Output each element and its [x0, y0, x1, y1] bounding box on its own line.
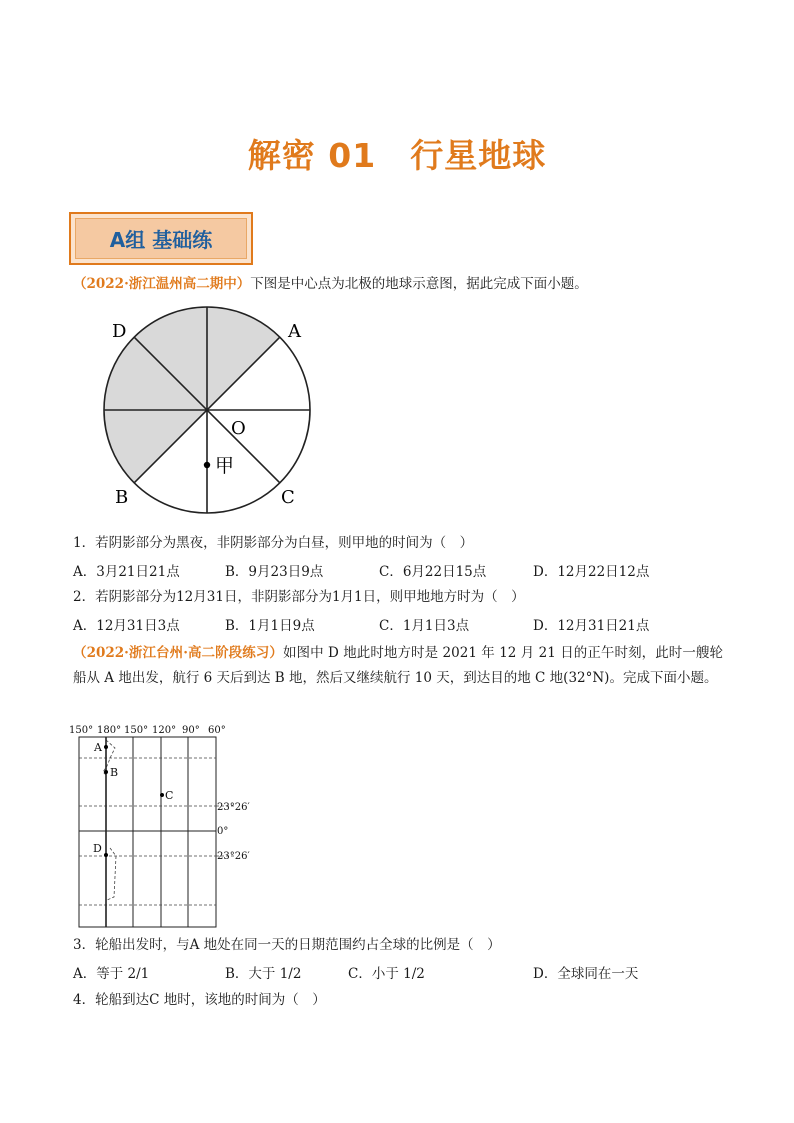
lat-label: 0° [217, 826, 229, 837]
intro-1-source: （2022·浙江温州高二期中） [73, 276, 251, 292]
intro-2-text: 如图中 D 地此时地方时是 2021 年 12 月 21 日的正午时刻，此时一艘轮船从 A 地出发，航行 6 天后到达 B 地，然后又继续航行 10 天，到达目的地 C 地(32°N)。完成下面小题。 [73, 645, 723, 686]
point-d [104, 853, 108, 857]
lon-label: 150° [124, 725, 149, 736]
question-3-stem: 3．轮船出发时，与A 地处在同一天的日期范围约占全球的比例是（ ） [73, 937, 501, 953]
q3-option-b[interactable]: B．大于 1/2 [225, 966, 302, 982]
question-2-options [73, 614, 733, 634]
intro-1-text: 下图是中心点为北极的地球示意图，据此完成下面小题。 [250, 276, 588, 292]
lat-label: 23°26′ [217, 802, 250, 813]
grid-frame [79, 737, 216, 927]
intro-2-source: （2022·浙江台州·高二阶段练习） [73, 645, 283, 661]
q1-option-a[interactable]: A．3月21日21点 [73, 564, 180, 580]
lon-label: 120° [152, 725, 177, 736]
grid-map-figure [66, 722, 266, 932]
label-o: O [231, 418, 246, 439]
q3-option-a[interactable]: A．等于 2/1 [73, 966, 150, 982]
point-c [160, 793, 164, 797]
label-b: B [110, 766, 119, 779]
point-jia [204, 462, 210, 468]
label-a: A [288, 321, 301, 342]
q2-option-d[interactable]: D．12月31日21点 [533, 618, 650, 634]
label-jia: 甲 [215, 455, 235, 477]
q2-option-b[interactable]: B．1月1日9点 [225, 618, 315, 634]
label-d: D [112, 321, 127, 342]
polar-view-figure [90, 300, 330, 520]
q1-option-b[interactable]: B．9月23日9点 [225, 564, 324, 580]
shaded-sector [207, 307, 280, 410]
intro-2 [73, 641, 723, 691]
question-1-options [73, 560, 733, 580]
label-c: C [281, 487, 295, 508]
label-a: A [94, 741, 102, 754]
group-label: A组 基础练 [109, 228, 213, 252]
q3-option-c[interactable]: C．小于 1/2 [348, 966, 425, 982]
point-b [104, 770, 108, 774]
question-1-stem: 1．若阴影部分为黑夜，非阴影部分为白昼，则甲地的时间为（ ） [73, 535, 474, 551]
label-b: B [115, 487, 129, 508]
q1-option-c[interactable]: C．6月22日15点 [379, 564, 487, 580]
lon-label: 150° [69, 725, 94, 736]
group-heading-box [69, 212, 253, 265]
q2-option-c[interactable]: C．1月1日3点 [379, 618, 470, 634]
q3-option-d[interactable]: D．全球同在一天 [533, 966, 639, 982]
lon-label: 60° [208, 725, 226, 736]
intro-1 [73, 274, 723, 294]
shaded-sector [104, 410, 207, 483]
question-2-stem: 2．若阴影部分为12月31日，非阴影部分为1月1日，则甲地地方时为（ ） [73, 589, 525, 605]
q2-option-a[interactable]: A．12月31日3点 [73, 618, 180, 634]
question-4-stem: 4．轮船到达C 地时，该地的时间为（ ） [73, 992, 326, 1008]
question-3-options [73, 962, 733, 982]
page-title: 解密 01 行星地球 [247, 136, 547, 175]
lat-label: 23°26′ [217, 851, 250, 862]
q1-option-d[interactable]: D．12月22日12点 [533, 564, 650, 580]
label-d: D [93, 842, 102, 855]
label-c: C [165, 789, 174, 802]
lon-label: 90° [182, 725, 200, 736]
lon-label: 180° [97, 725, 122, 736]
point-a [104, 745, 108, 749]
